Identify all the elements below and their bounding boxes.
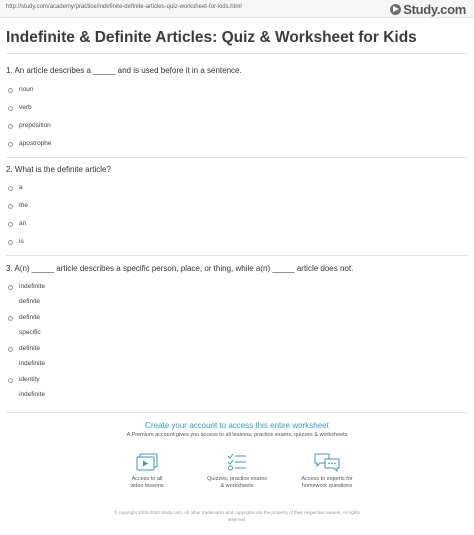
feature-label-line-2: & worksheets [220, 483, 254, 489]
page-url[interactable]: http://study.com/academy/practice/indefinite-definite-articles-quiz-worksheet-for-kids.html [6, 4, 242, 10]
question-3-option-4[interactable] [8, 377, 45, 402]
create-account-link[interactable]: Create your account to access this entire worksheet [145, 421, 329, 430]
study-logo[interactable] [390, 2, 466, 17]
study-logo-text: Study.com [403, 2, 466, 17]
title-divider [6, 53, 468, 54]
question-3-option-3[interactable] [8, 346, 45, 371]
question-2-text: 2. What is the definite article? [6, 165, 111, 174]
radio-button[interactable] [8, 124, 13, 129]
question-2-option-3[interactable] [8, 221, 26, 231]
option-label: preposition [19, 122, 51, 129]
question-3-text: 3. A(n) _____ article describes a specific person, place, or thing, while a(n) _____ article does not. [6, 264, 354, 273]
option-label-line-2: indefinite [19, 360, 46, 367]
radio-button[interactable] [8, 240, 13, 245]
page-title: Indefinite & Definite Articles: Quiz & Worksheet for Kids [6, 29, 417, 46]
top-bar [0, 0, 474, 18]
feature-label-line-1: Access to experts for [301, 476, 353, 482]
promo-divider [6, 412, 468, 413]
question-1-option-1[interactable] [8, 87, 33, 97]
question-1-option-3[interactable] [8, 123, 51, 133]
option-label-line-2: specific [19, 329, 41, 336]
quizzes-checklist-icon [225, 452, 249, 472]
question-divider [6, 255, 468, 256]
option-label: noun [19, 86, 34, 93]
option-label: a [19, 184, 23, 191]
option-label-line-2: definite [19, 298, 40, 305]
question-1-text: 1. An article describes a _____ and is used before it in a sentence. [6, 66, 242, 75]
option-label-line-1: indefinite [19, 283, 46, 290]
feature-label-line-2: video lessons [130, 483, 164, 489]
radio-button[interactable] [8, 316, 13, 321]
question-2-option-2[interactable] [8, 203, 28, 213]
question-divider [6, 157, 468, 158]
radio-button[interactable] [8, 204, 13, 209]
feature-experts [282, 452, 372, 490]
copyright-line-2: reserved. [227, 517, 247, 522]
question-1-option-2[interactable] [8, 105, 32, 115]
feature-label-line-1: Access to all [131, 476, 163, 482]
copyright-line-1: © copyright 2003-2020 Study.com. All other trademarks and copyrights are the property of their respective owners. All rights [114, 510, 360, 515]
video-lessons-icon [135, 452, 159, 472]
copyright-notice [0, 509, 474, 523]
feature-quizzes [192, 452, 282, 490]
option-label-line-2: indefinite [19, 391, 46, 398]
experts-chat-icon [313, 452, 341, 472]
radio-button[interactable] [8, 378, 13, 383]
feature-label-line-1: Quizzes, practice exams [207, 476, 267, 482]
feature-video-lessons [102, 452, 192, 490]
option-label: apostrophe [19, 140, 52, 147]
question-1-option-4[interactable] [8, 141, 52, 151]
radio-button[interactable] [8, 222, 13, 227]
option-label: verb [19, 104, 32, 111]
radio-button[interactable] [8, 106, 13, 111]
question-2-option-4[interactable] [8, 239, 24, 249]
option-label: an [19, 220, 27, 227]
radio-button[interactable] [8, 88, 13, 93]
question-3-option-1[interactable] [8, 284, 45, 309]
promo-subtitle: A Premium account gives you access to all lessons, practice exams, quizzes & worksheets [126, 432, 348, 438]
option-label-line-1: identity [19, 376, 40, 383]
question-3-option-2[interactable] [8, 315, 41, 340]
feature-label-line-2: homework questions [301, 483, 353, 489]
radio-button[interactable] [8, 142, 13, 147]
option-label-line-1: definite [19, 345, 40, 352]
radio-button[interactable] [8, 347, 13, 352]
radio-button[interactable] [8, 186, 13, 191]
option-label: is [19, 238, 24, 245]
option-label-line-1: definite [19, 314, 40, 321]
question-2-option-1[interactable] [8, 185, 23, 195]
option-label: the [19, 202, 29, 209]
radio-button[interactable] [8, 285, 13, 290]
study-logo-icon [390, 4, 401, 15]
